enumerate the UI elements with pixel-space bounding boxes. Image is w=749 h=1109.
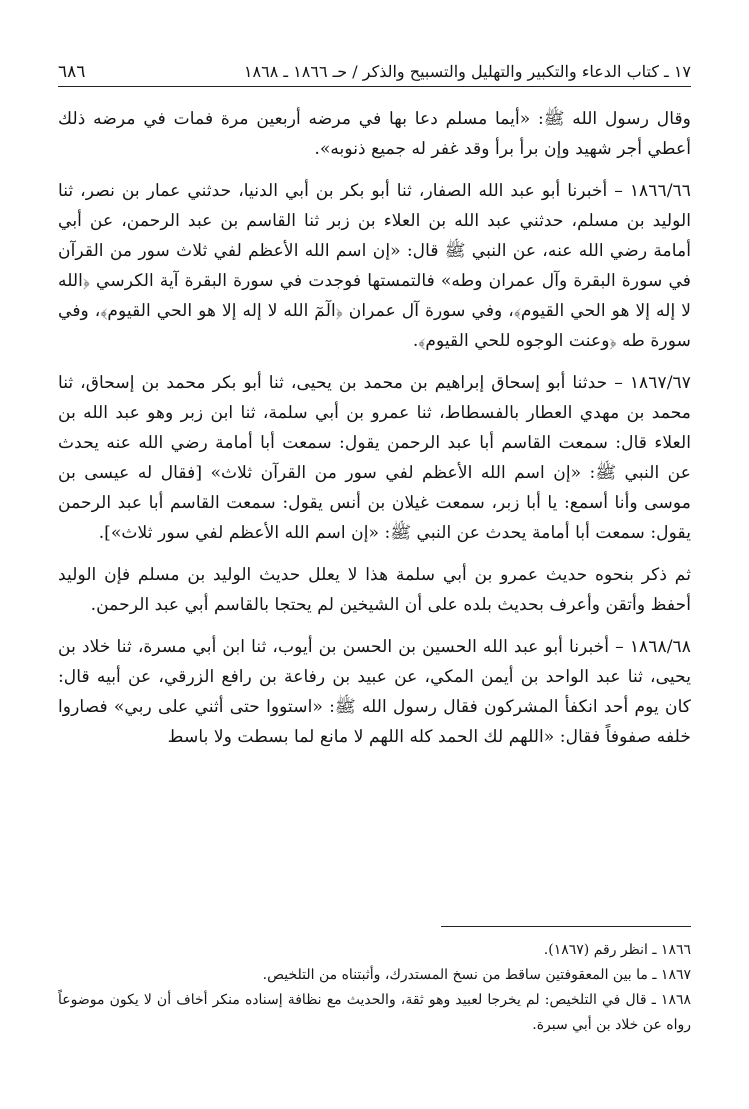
footnote-divider	[441, 926, 691, 927]
footnotes	[58, 938, 691, 1038]
page-header	[58, 58, 691, 87]
page-number: ٦٨٦	[58, 62, 86, 82]
running-title: ١٧ ـ كتاب الدعاء والتكبير والتهليل والتسبيح والذكر / حـ ١٨٦٦ ـ ١٨٦٨	[243, 62, 691, 81]
footnote-1868: ١٨٦٨ ـ قال في التلخيص: لم يخرجا لعبيد وهو ثقة، والحديث مع نظافة إسناده منكر أخاف أن لا يكون موضوعاً رواه عن خلاد بن أبي سبرة.	[58, 992, 691, 1033]
main-text	[58, 104, 691, 764]
hadith-1868: ١٨٦٨/٦٨ – أخبرنا أبو عبد الله الحسين بن الحسن بن أيوب، ثنا ابن أبي مسرة، ثنا خلاد بن يحيى، ثنا عبد الواحد بن أيمن المكي، عن عبيد بن رفاعة بن رافع الزرقي، عن أبيه قال: كان يوم أحد انكفأ المشركون فقال رسول الله ﷺ: «استووا حتى أثني على ربي» فصاروا خلفه صفوفاً فقال: «اللهم لك الحمد كله اللهم لا مانع لما بسطت ولا باسط	[58, 637, 691, 747]
hadith-1867: ١٨٦٧/٦٧ – حدثنا أبو إسحاق إبراهيم بن محمد بن يحيى، ثنا أبو بكر محمد بن إسحاق، ثنا محمد بن مهدي العطار بالفسطاط، ثنا عمرو بن أبي سلمة، ثنا ابن زبر وهو عبد الله بن العلاء قال: سمعت القاسم أبا عبد الرحمن يقول: سمعت أبا أمامة رضي الله عنه يحدث عن النبي ﷺ: «إن اسم الله الأعظم لفي سور من القرآن ثلاث» [فقال له عيسى بن موسى وأنا أسمع: يا أبا زبر، سمعت غيلان بن أنس يقول: سمعت القاسم أبا عبد الرحمن يقول: سمعت أبا أمامة يحدث عن النبي ﷺ: «إن اسم الله الأعظم لفي سور ثلاث»].	[58, 373, 691, 543]
footnote-1866: ١٨٦٦ ـ انظر رقم (١٨٦٧).	[543, 942, 691, 958]
commentary-paragraph: ثم ذكر بنحوه حديث عمرو بن أبي سلمة هذا لا يعلل حديث الوليد بن مسلم فإن الوليد أحفظ وأتقن وأعرف بحديث بلده على أن الشيخين لم يحتجا بالقاسم أبي عبد الرحمن.	[58, 565, 691, 615]
footnote-1867: ١٨٦٧ ـ ما بين المعقوفتين ساقط من نسخ المستدرك، وأثبتناه من التلخيص.	[262, 967, 691, 983]
paragraph-intro: وقال رسول الله ﷺ: «أيما مسلم دعا بها في مرضه أربعين مرة فمات في مرضه ذلك أعطي أجر شهيد وإن برأ برأ وقد غفر له جميع ذنوبه».	[58, 109, 691, 159]
hadith-1866: ١٨٦٦/٦٦ – أخبرنا أبو عبد الله الصفار، ثنا أبو بكر بن أبي الدنيا، حدثني عمار بن نصر، ثنا الوليد بن مسلم، حدثني عبد الله بن العلاء بن زبر ثنا القاسم بن عبد الرحمن، عن أبي أمامة رضي الله عنه، عن النبي ﷺ قال: «إن اسم الله الأعظم لفي ثلاث سور من القرآن في سورة البقرة وآل عمران وطه» فالتمستها فوجدت في سورة البقرة آية الكرسي ﴿الله لا إله إلا هو الحي القيوم﴾، وفي سورة آل عمران ﴿الٓمٓ الله لا إله إلا هو الحي القيوم﴾، وفي سورة طه ﴿وعنت الوجوه للحي القيوم﴾.	[58, 181, 691, 351]
